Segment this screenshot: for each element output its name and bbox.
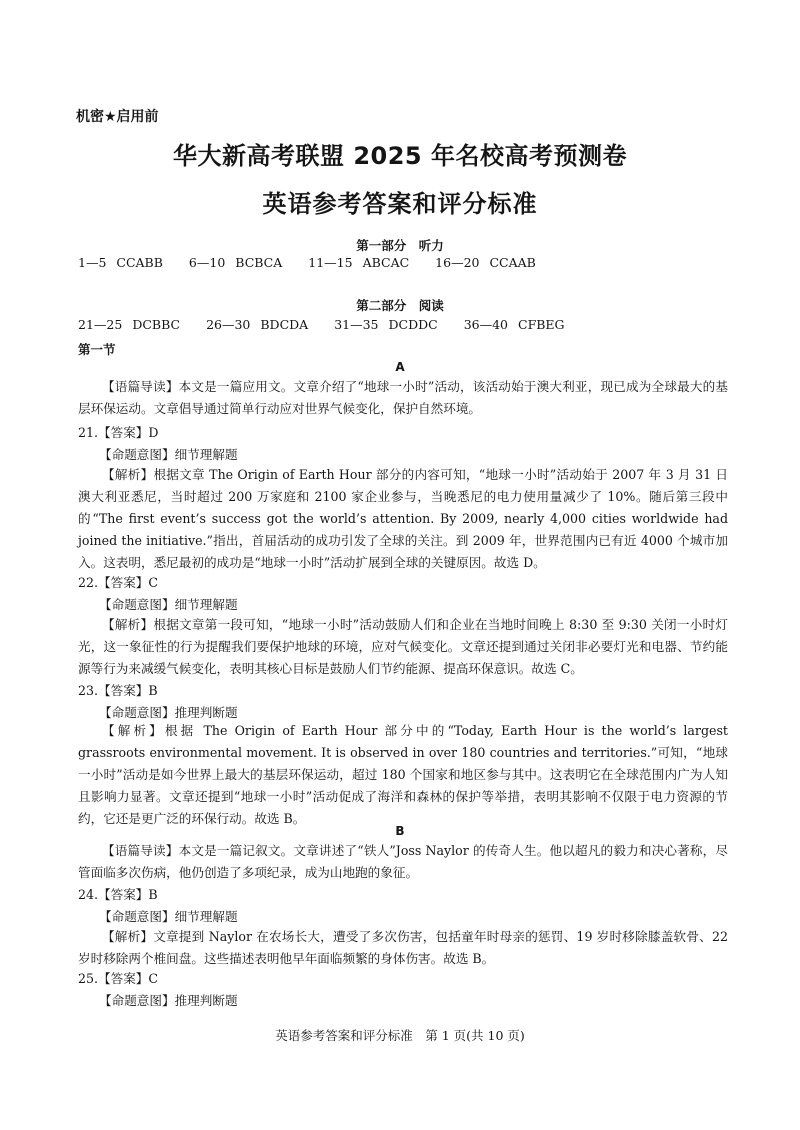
part1-heading: 第一部分 听力 — [356, 238, 444, 253]
q24-analysis: 【解析】文章提到 Naylor 在农场长大，遭受了多次伤害，包括童年时母亲的惩罚、19 岁时移除膝盖软骨、22 岁时移除两个椎间盘。这些描述表明他早年面临频繁的身体伤害。故选 B。 — [78, 929, 728, 966]
q21-intent: 【命题意图】细节理解题 — [99, 447, 238, 462]
confidential-mark: 机密★启用前 — [76, 109, 159, 125]
answer-group: 21—25 DCBBC — [78, 317, 181, 332]
answer-group: 11—15 ABCAC — [308, 255, 410, 270]
q25-intent: 【命题意图】推理判断题 — [99, 993, 238, 1008]
q22-answer: 22.【答案】C — [78, 575, 159, 590]
q23-answer: 23.【答案】B — [78, 683, 158, 698]
q24-answer: 24.【答案】B — [78, 887, 158, 902]
part1-answers — [78, 255, 558, 270]
q23-intent: 【命题意图】推理判断题 — [99, 705, 238, 720]
answer-group: 31—35 DCDDC — [334, 317, 438, 332]
passage-a-intro: 【语篇导读】本文是一篇应用文。文章介绍了“地球一小时”活动，该活动始于澳大利亚，现已成为全球最大的基层环保运动。文章倡导通过简单行动应对世界气候变化，保护自然环境。 — [78, 379, 728, 416]
part2-answers — [78, 317, 587, 332]
passage-b-intro: 【语篇导读】本文是一篇记叙文。文章讲述了“铁人”Joss Naylor 的传奇人生。他以超凡的毅力和决心著称，尽管面临多次伤病，他仍创造了多项纪录，成为山地跑的象征。 — [78, 843, 728, 880]
answer-group: 16—20 CCAAB — [435, 255, 536, 270]
passage-b-letter: B — [395, 824, 405, 838]
page-footer: 英语参考答案和评分标准 第 1 页(共 10 页) — [275, 1028, 525, 1043]
answer-group: 26—30 BDCDA — [206, 317, 309, 332]
answer-group: 1—5 CCABB — [78, 255, 163, 270]
q22-analysis: 【解析】根据文章第一段可知，“地球一小时”活动鼓励人们和企业在当地时间晚上 8:30 至 9:30 关闭一小时灯光，这一象征性的行为提醒我们要保护地球的环境，应对气候变化。文章还提到通过关闭非必要灯光和电器、节约能源等行为来减缓气候变化，表明其核心目标是鼓励人们节约能源、提高环保意识。故选 C。 — [78, 617, 728, 676]
section-heading: 第一节 — [78, 342, 116, 357]
page-title: 华大新高考联盟 2025 年名校高考预测卷 — [172, 142, 627, 170]
page-subtitle: 英语参考答案和评分标准 — [262, 190, 538, 218]
q21-analysis: 【解析】根据文章 The Origin of Earth Hour 部分的内容可知，“地球一小时”活动始于 2007 年 3 月 31 日澳大利亚悉尼，当时超过 200 万家庭和 2100 家企业参与，当晚悉尼的电力使用量减少了 10%。随后第三段中的“The first event’s success got the world’s attention. By 2009, nearly 4,000 cities worldwide had joined the initiative.”指出，首届活动的成功引发了全球的关注。到 2009 年，世界范围内已有近 4000 个城市加入。这表明，悉尼最初的成功是“地球一小时”活动扩展到全球的关键原因。故选 D。 — [78, 467, 728, 570]
q23-analysis: 【解析】根据 The Origin of Earth Hour 部分中的“Today, Earth Hour is the world’s largest grassroots environmental movement. It is observed in over 180 countries and territories.”可知，“地球一小时”活动是如今世界上最大的基层环保运动，超过 180 个国家和地区参与其中。这表明它在全球范围内广为人知且影响力显著。文章还提到“地球一小时”活动促成了海洋和森林的保护等举措，表明其影响不仅限于电力资源的节约，它还是更广泛的环保行动。故选 B。 — [78, 723, 728, 826]
answer-group: 6—10 BCBCA — [188, 255, 283, 270]
passage-a-letter: A — [395, 360, 405, 374]
q21-answer: 21.【答案】D — [78, 425, 159, 440]
answer-group: 36—40 CFBEG — [463, 317, 565, 332]
part2-heading: 第二部分 阅读 — [356, 298, 444, 313]
q22-intent: 【命题意图】细节理解题 — [99, 597, 238, 612]
q24-intent: 【命题意图】细节理解题 — [99, 909, 238, 924]
q25-answer: 25.【答案】C — [78, 971, 159, 986]
